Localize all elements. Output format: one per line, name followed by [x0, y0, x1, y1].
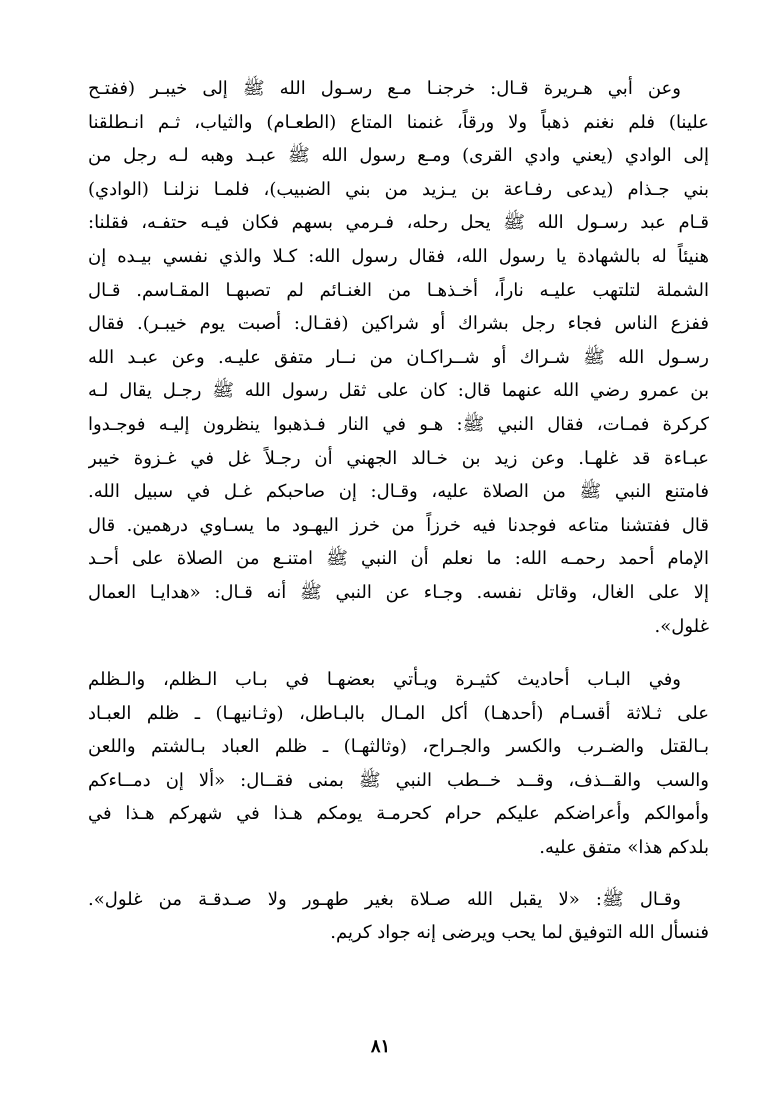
text-line: غلول». — [654, 615, 709, 637]
text-line: هنيئاً له بالشهادة يا رسول الله، فقال رسول الله: كـلا والذي نفسي بيـده إن — [88, 245, 709, 267]
text-line: قال ففتشنا متاعه فوجدنا فيه خرزاً من خرز اليهـود ما يسـاوي درهمين. قال — [88, 514, 709, 536]
text-line: بـالقتل والضـرب والكسر والجـراح، (وثالثهـا) ـ ظلم العباد بـالشتم واللعن — [88, 736, 709, 758]
text-line: الشملة لتلتهب عليـه ناراً، أخـذهـا من الغنـائم لم تصبهـا المقـاسم. قـال — [88, 279, 709, 301]
text-line: والسب والقــذف، وقــد خــطب النبي ﷺ بمنى فقــال: «ألا إن دمــاءكم — [88, 769, 709, 791]
text-line: فنسأل الله التوفيق لما يحب ويرضى إنه جواد كريم. — [330, 922, 709, 944]
text-line: بلدكم هذا» متفق عليه. — [539, 837, 709, 859]
paragraph-3 — [88, 883, 709, 950]
text-line: الإمام أحمد رحمـه الله: ما نعلم أن النبي ﷺ امتنـع من الصلاة على أحـد — [88, 548, 709, 570]
text-line: كركرة فمـات، فقال النبي ﷺ: هـو في النار فـذهبوا ينظرون إليـه فوجـدوا — [88, 413, 709, 435]
text-line: على ثـلاثة أقسـام (أحدهـا) أكل المـال بالبـاطل، (وثـانيهـا) ـ ظلم العبـاد — [88, 702, 709, 724]
text-line: بن عمرو رضي الله عنهما قال: كان على ثقل رسول الله ﷺ رجـل يقال لـه — [88, 380, 709, 402]
paragraph-2 — [88, 663, 709, 865]
text-line: فامتنع النبي ﷺ من الصلاة عليه، وقـال: إن صاحبكم غـل في سبيل الله. — [88, 481, 709, 503]
text-line: إلى الوادي (يعني وادي القرى) ومـع رسول الله ﷺ عبـد وهبه لـه رجل من — [88, 145, 709, 167]
text-line: ففزع الناس فجاء رجل بشراك أو شراكين (فقـال: أصبت يوم خيبـر). فقال — [88, 313, 709, 335]
text-line: قـام عبد رسـول الله ﷺ يحل رحله، فـرمي بسهم فكان فيـه حتفـه، فقلنا: — [88, 212, 709, 234]
text-line: وأموالكم وأعراضكم عليكم حرام كحرمـة يومكم هـذا في شهركم هـذا في — [88, 803, 709, 825]
paragraph-1 — [88, 72, 709, 643]
text-line: وقـال ﷺ: «لا يقبل الله صـلاة بغير طهـور ولا صـدقـة من غلول». — [88, 888, 681, 910]
page-number: ٨١ — [370, 1036, 391, 1057]
text-line: علينا) فلم نغنم ذهباً ولا ورقاً، غنمنا المتاع (الطعـام) والثياب، ثـم انـطلقنا — [88, 111, 709, 133]
text-line: رسـول الله ﷺ شـراك أو شــراكـان من نــار متفق عليـه. وعن عبـد الله — [88, 346, 709, 368]
text-line: بني جـذام (يدعى رفـاعة بن يـزيد من بني الضبيب)، فلمـا نزلنـا (الوادي) — [88, 178, 709, 200]
text-line: وفي البـاب أحاديث كثيـرة ويـأتي بعضهـا في بـاب الـظلم، والـظلم — [88, 669, 681, 691]
text-line: إلا على الغال، وقاتل نفسه. وجـاء عن النبي ﷺ أنه قـال: «هدايـا العمال — [88, 581, 709, 603]
text-line: عبـاءة قد غلهـا. وعن زيد بن خـالد الجهني أن رجـلاً غل في غـزوة خيبر — [88, 447, 709, 469]
page-body — [88, 72, 709, 950]
text-line: وعن أبي هـريرة قـال: خرجنـا مـع رسـول الله ﷺ إلى خيبـر (ففتـح — [88, 78, 681, 99]
